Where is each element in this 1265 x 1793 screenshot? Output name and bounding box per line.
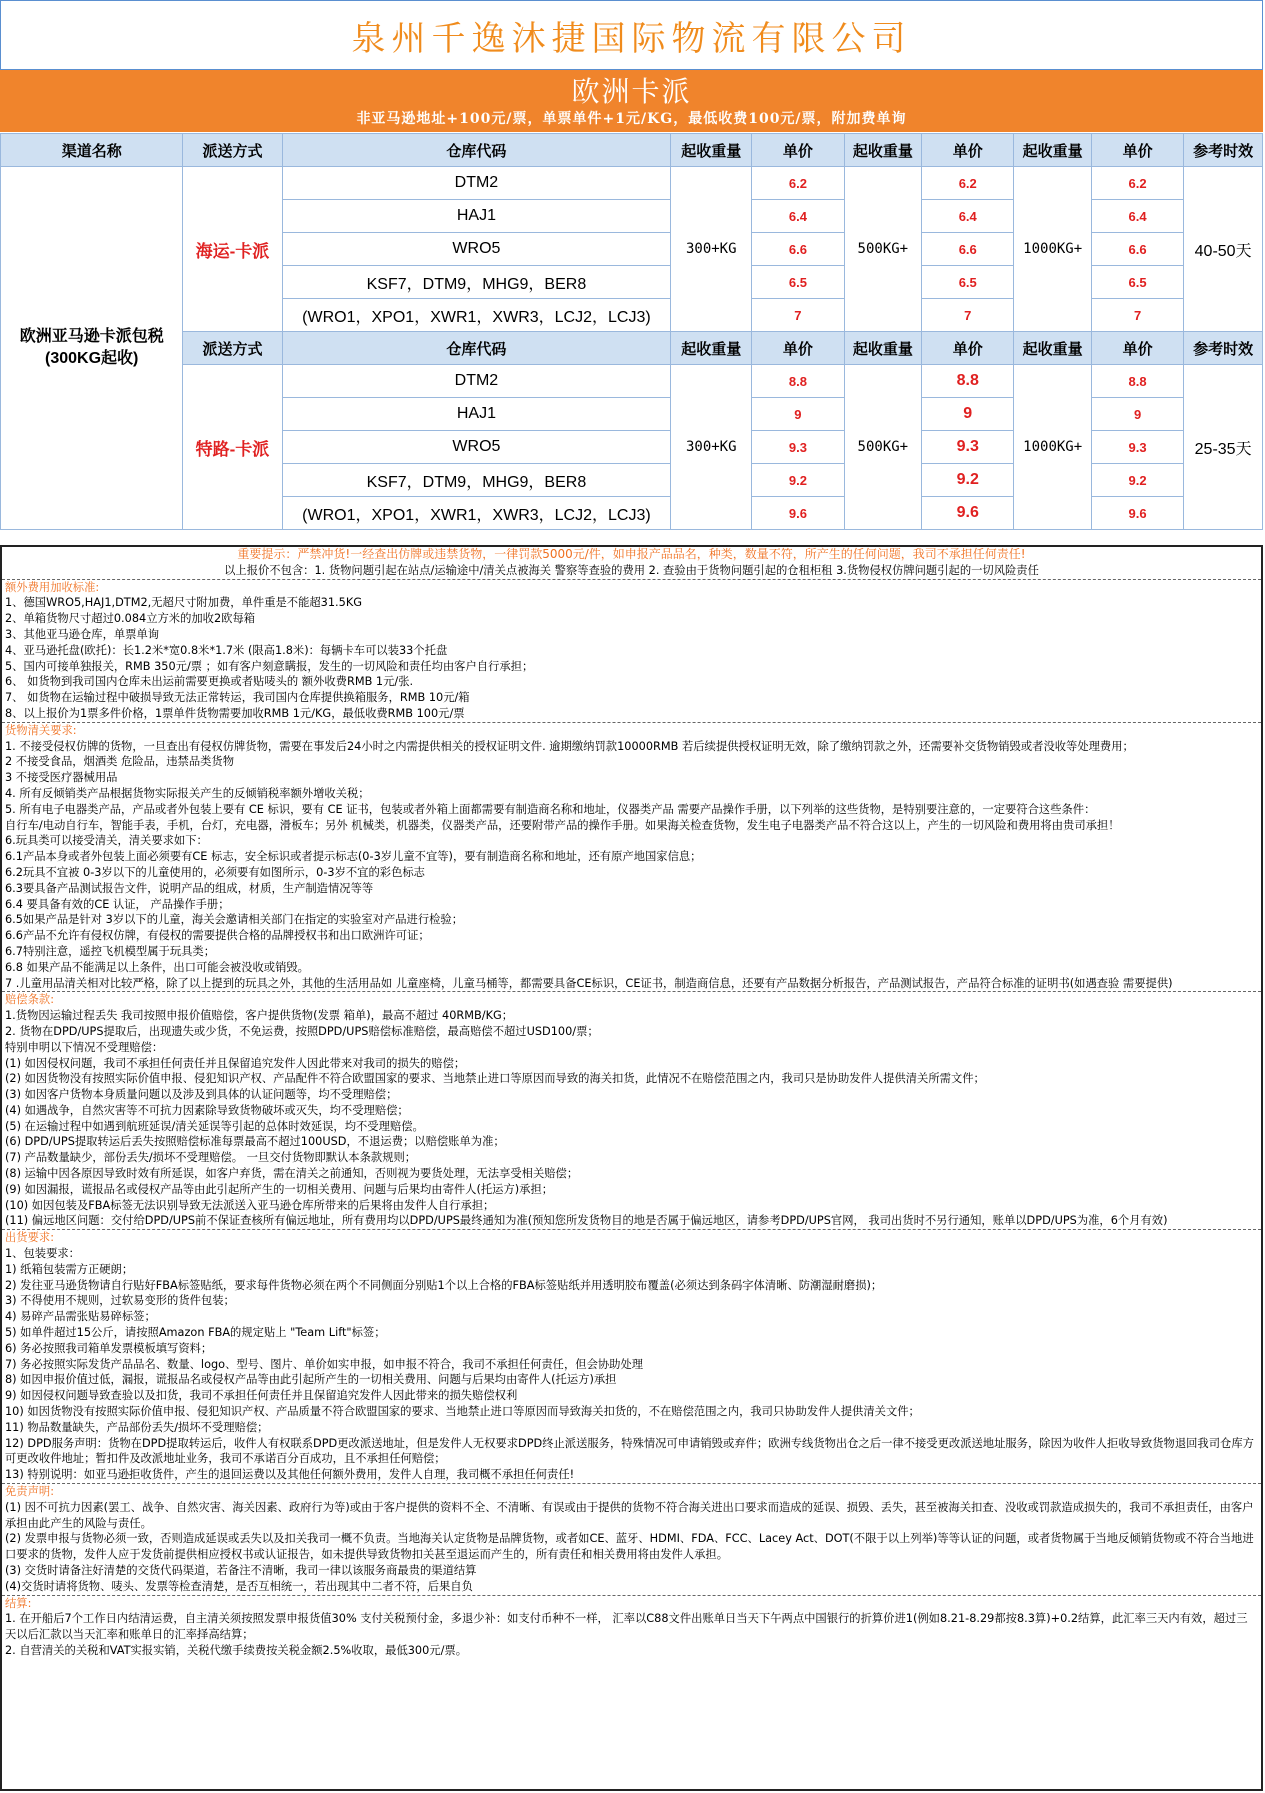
section-title: 货物清关要求: — [5, 723, 77, 737]
header-cell: 渠道名称 — [1, 134, 183, 167]
warehouse-code: (WRO1，XPO1，XWR1，XWR3，LCJ2，LCJ3) — [282, 497, 671, 530]
price-cell: 6.2 — [752, 167, 844, 200]
note-line: (1) 因不可抗力因素(罢工、战争、自然灾害、海关因素、政府行为等)或由于客户提供的资料不全、不清晰、有误或由于提供的货物不符合海关进出口要求而造成的延误、损毁、丢失，甚至被海关扣查、没收或罚款造成损失的，我司不承担责任，由客户承担由此产生的风险与责任。 — [5, 1500, 1254, 1530]
min-weight-3: 1000KG+ — [1014, 167, 1092, 332]
transit-time: 25-35天 — [1184, 365, 1263, 530]
price-cell: 6.2 — [1091, 167, 1183, 200]
note-line: 13) 特别说明：如亚马逊拒收货件，产生的退回运费以及其他任何额外费用，发件人自理，我司概不承担任何责任! — [5, 1468, 575, 1482]
method-sea: 海运-卡派 — [183, 167, 282, 332]
note-line: 3) 不得使用不规则，过软易变形的货件包装； — [5, 1294, 235, 1308]
header-cell: 单价 — [752, 332, 844, 365]
min-weight-2: 500KG+ — [844, 167, 922, 332]
note-line: 特别申明以下情况不受理赔偿： — [5, 1040, 164, 1054]
price-cell: 9.2 — [1091, 464, 1183, 497]
price-table — [0, 133, 1263, 530]
note-line: 6.玩具类可以接受清关，清关要求如下： — [5, 834, 208, 848]
price-cell: 6.6 — [922, 233, 1014, 266]
note-line: (7) 产品数量缺少，部份丢失/损坏不受理赔偿。 一旦交付货物即默认本条款规则； — [5, 1151, 417, 1165]
price-cell: 8.8 — [752, 365, 844, 398]
header-cell: 仓库代码 — [282, 332, 671, 365]
note-line: (2) 发票申报与货物必须一致，否则造成延误或丢失以及扣关我司一概不负责。当地海关认定货物是品牌货物，或者如CE、蓝牙、HDMI、FDA、FCC、Lacey Act、DOT(不限于以上列举)等等认证的问题，或者货物属于当地反倾销货物或不符合当地进口要求的货物，发件人应于发货前提供相应授权书或认证报告，如未提供导致货物扣关甚至退运而产生的，所有责任和相关费用将由发件人承担。 — [5, 1532, 1254, 1562]
note-line: 5. 所有电子电器类产品，产品或者外包装上要有 CE 标识，要有 CE 证书，包装或者外箱上面都需要有制造商名称和地址，仪器类产品 需要产品操作手册，以下列举的这些货物，是特别要注意的，一定要符合这些条件： — [5, 802, 1096, 816]
price-cell: 6.2 — [922, 167, 1014, 200]
company-title: 泉州千逸沐捷国际物流有限公司 — [0, 0, 1263, 70]
table-header-row — [1, 134, 1263, 167]
line-list — [5, 595, 1258, 721]
warehouse-code: DTM2 — [282, 365, 671, 398]
price-cell: 6.5 — [1091, 266, 1183, 299]
header-cell: 单价 — [1091, 134, 1183, 167]
price-cell: 9.2 — [922, 464, 1014, 497]
note-line: 6) 务必按照我司箱单发票模板填写资料； — [5, 1341, 213, 1355]
settlement-section — [2, 1595, 1261, 1659]
note-line: (8) 运输中因各原因导致时效有所延误，如客户弃货，需在清关之前通知，否则视为要货处理，无法享受相关赔偿； — [5, 1167, 579, 1181]
price-cell: 7 — [922, 299, 1014, 332]
line-list — [5, 1008, 1258, 1229]
price-cell: 9.6 — [1091, 497, 1183, 530]
header-cell: 派送方式 — [183, 332, 282, 365]
note-line: 5、国内可接单独报关，RMB 350元/票 ；如有客户刻意瞒报，发生的一切风险和责任均由客户自行承担； — [5, 659, 534, 673]
section-title: 结算: — [5, 1596, 32, 1610]
min-weight-2: 500KG+ — [844, 365, 922, 530]
warning-text: 重要提示：严禁冲货!一经查出仿牌或违禁货物，一律罚款5000元/件，如申报产品品名，种类，数量不符，所产生的任何问题，我司不承担任何责任! — [237, 547, 1026, 561]
header-cell: 起收重量 — [844, 332, 922, 365]
min-weight-1: 300+KG — [671, 365, 752, 530]
section-title: 出货要求: — [5, 1231, 54, 1245]
min-weight-3: 1000KG+ — [1014, 365, 1092, 530]
price-cell: 9 — [1091, 398, 1183, 431]
terms-notes — [0, 545, 1263, 1791]
note-line: (2) 如因货物没有按照实际价值申报、侵犯知识产权、产品配件不符合欧盟国家的要求、当地禁止进口等原因而导致的海关扣货，此情况不在赔偿范围之内，我司只是协助发件人提供清关所需文件； — [5, 1072, 985, 1086]
table-row — [1, 365, 1263, 398]
note-line: 1) 纸箱包装需方正硬朗； — [5, 1262, 134, 1276]
note-line: 6.6产品不允许有侵权仿牌，有侵权的需要提供合格的品牌授权书和出口欧洲许可证； — [5, 929, 430, 943]
note-line: (4)交货时请将货物、唛头、发票等检查清楚，是否互相统一，若出现其中二者不符，后果自负 — [5, 1579, 473, 1593]
price-cell: 7 — [752, 299, 844, 332]
section-title: 额外费用加收标准: — [5, 580, 100, 594]
header-cell: 派送方式 — [183, 134, 282, 167]
note-line: 12) DPD服务声明：货物在DPD提取转运后，收件人有权联系DPD更改派送地址，但是发件人无权要求DPD终止派送服务，特殊情况可申请销毁或弃件；欧洲专线货物出仓之后一律不接受更改派送地址服务，除因为收件人拒收导致货物退回我司仓库方可更改收件地址；暂扣件及改派地址业务，我司不承诺百分百成功，且不承担任何赔偿； — [5, 1436, 1254, 1466]
price-cell: 7 — [1091, 299, 1183, 332]
header-cell: 起收重量 — [671, 332, 752, 365]
price-cell: 6.6 — [752, 233, 844, 266]
price-cell: 8.8 — [1091, 365, 1183, 398]
note-line: (3) 交货时请备注好清楚的交货代码渠道，若备注不清晰，我司一律以该服务商最贵的渠道结算 — [5, 1564, 477, 1577]
note-line: 2、单箱货物尺寸超过0.084立方米的加收2欧每箱 — [5, 612, 256, 626]
warehouse-code: WRO5 — [282, 233, 671, 266]
header-cell: 起收重量 — [671, 134, 752, 167]
table-subheader-row — [1, 332, 1263, 365]
price-cell: 6.6 — [1091, 233, 1183, 266]
note-line: 6、 如货物到我司国内仓库未出运前需要更换或者贴唛头的 额外收费RMB 1元/张. — [5, 675, 414, 689]
note-line: 2 不接受食品，烟酒类 危险品，违禁品类货物 — [5, 755, 235, 769]
channel-name-cell — [1, 167, 183, 530]
note-line: (5) 在运输过程中如遇到航班延误/清关延误等引起的总体时效延误，均不受理赔偿。 — [5, 1119, 424, 1133]
note-line: (10) 如因包装及FBA标签无法识别导致无法派送入亚马逊仓库所带来的后果将由发件人自行承担； — [5, 1198, 495, 1212]
note-line: 8) 如因申报价值过低，漏报，谎报品名或侵权产品等由此引起所产生的一切相关费用、问题与后果均由寄件人(托运方)承担 — [5, 1373, 617, 1387]
header-cell: 仓库代码 — [282, 134, 671, 167]
customs-section — [2, 722, 1261, 992]
min-weight-1: 300+KG — [671, 167, 752, 332]
compensation-section — [2, 991, 1261, 1229]
channel-name: 欧洲亚马逊卡派包税 — [19, 328, 164, 345]
line-list — [5, 1246, 1258, 1483]
price-cell: 6.4 — [752, 200, 844, 233]
notes-header — [2, 547, 1261, 579]
note-line: 2. 货物在DPD/UPS提取后，出现遗失或少货，不免运费，按照DPD/UPS赔偿标准赔偿，最高赔偿不超过USD100/票； — [5, 1024, 599, 1038]
header-cell: 单价 — [1091, 332, 1183, 365]
note-line: 6.1产品本身或者外包装上面必须要有CE 标志，安全标识或者提示标志(0-3岁儿童不宜等)，要有制造商名称和地址，还有原产地国家信息； — [5, 850, 702, 864]
note-line: 1、包装要求： — [5, 1247, 80, 1261]
note-line: 6.5如果产品是针对 3岁以下的儿童，海关会邀请相关部门在指定的实验室对产品进行检验； — [5, 913, 464, 927]
line-list — [5, 1611, 1258, 1658]
header-cell: 起收重量 — [1014, 134, 1092, 167]
price-cell: 9.6 — [752, 497, 844, 530]
method-rail: 特路-卡派 — [183, 365, 282, 530]
extra-fee-section — [2, 579, 1261, 722]
channel-note: (300KG起收) — [45, 350, 139, 367]
price-cell: 6.4 — [1091, 200, 1183, 233]
warehouse-code: HAJ1 — [282, 398, 671, 431]
note-line: 1. 不接受侵权仿牌的货物，一旦查出有侵权仿牌货物，需要在事发后24小时之内需提供相关的授权证明文件. 逾期缴纳罚款10000RMB 若后续提供授权证明无效，除了缴纳罚款之外，还需要补交货物销毁或者没收等处理费用； — [5, 739, 1134, 753]
line-list — [5, 739, 1258, 992]
warehouse-code: DTM2 — [282, 167, 671, 200]
price-cell: 9.2 — [752, 464, 844, 497]
warehouse-code: KSF7，DTM9，MHG9，BER8 — [282, 266, 671, 299]
service-banner — [0, 70, 1263, 132]
warehouse-code: (WRO1，XPO1，XWR1，XWR3，LCJ2，LCJ3) — [282, 299, 671, 332]
note-line: (11) 偏远地区问题：交付给DPD/UPS前不保证查核所有偏远地址，所有费用均以DPD/UPS最终通知为准(预知您所发货物目的地是否属于偏远地区，请参考DPD/UPS官网， 我司出货时不另行通知，账单以DPD/UPS为准，6个月有效) — [5, 1214, 1168, 1228]
note-line: 7) 务必按照实际发货产品品名、数量、logo、型号、图片、单价如实申报，如申报不符合，我司不承担任何责任，但会协助处理 — [5, 1357, 644, 1371]
note-line: 8、以上报价为1票多件价格，1票单件货物需要加收RMB 1元/KG，最低收费RMB 100元/票 — [5, 706, 465, 720]
price-cell: 8.8 — [922, 365, 1014, 398]
note-line: 11) 物品数量缺失，产品部份丢失/损坏不受理赔偿； — [5, 1420, 269, 1434]
price-cell: 6.5 — [752, 266, 844, 299]
note-line: 3 不接受医疗器械用品 — [5, 771, 118, 785]
table-row — [1, 167, 1263, 200]
note-line: 4、亚马逊托盘(欧托)：长1.2米*宽0.8米*1.7米 (限高1.8米)：每辆卡车可以装33个托盘 — [5, 643, 448, 657]
header-cell: 单价 — [922, 134, 1014, 167]
warehouse-code: KSF7，DTM9，MHG9，BER8 — [282, 464, 671, 497]
note-line: 1、德国WRO5,HAJ1,DTM2,无超尺寸附加费，单件重是不能超31.5KG — [5, 596, 362, 610]
note-line: 2) 发往亚马逊货物请自行贴好FBA标签贴纸，要求每件货物必须在两个不同侧面分别贴1个以上合格的FBA标签贴纸并用透明胶布覆盖(必须达到条码字体清晰、防潮湿耐磨损)； — [5, 1278, 883, 1292]
note-line: 6.3要具备产品测试报告文件，说明产品的组成，材质，生产制造情况等等 — [5, 881, 374, 895]
note-line: (6) DPD/UPS提取转运后丢失按照赔偿标准每票最高不超过100USD，不退运费；以赔偿账单为准； — [5, 1135, 505, 1149]
line-list — [5, 1500, 1258, 1595]
note-line: 6.4 要具备有效的CE 认证， 产品操作手册； — [5, 897, 230, 911]
price-cell: 9 — [752, 398, 844, 431]
service-subtitle: 非亚马逊地址+100元/票，单票单件+1元/KG，最低收费100元/票，附加费单询 — [356, 111, 907, 127]
note-line: (3) 如因客户货物本身质量问题以及涉及到具体的认证问题等，均不受理赔偿； — [5, 1088, 398, 1102]
header-cell: 单价 — [922, 332, 1014, 365]
price-cell: 9.3 — [1091, 431, 1183, 464]
service-title: 欧洲卡派 — [571, 75, 692, 108]
price-cell: 9.3 — [922, 431, 1014, 464]
shipping-section — [2, 1229, 1261, 1483]
note-line: 6.2玩具不宜被 0-3岁以下的儿童使用的，必须要有如图所示，0-3岁不宜的彩色标志 — [5, 865, 425, 879]
note-line: 1.货物因运输过程丢失 我司按照申报价值赔偿，客户提供货物(发票 箱单)，最高不超过 40RMB/KG； — [5, 1009, 514, 1023]
warehouse-code: HAJ1 — [282, 200, 671, 233]
transit-time: 40-50天 — [1184, 167, 1263, 332]
note-line: 自行车/电动自行车，智能手表，手机，台灯，充电器，滑板车；另外 机械类，机器类，仪器类产品，还要附带产品的操作手册。如果海关检查货物，发生电子电器类产品不符合这以上，产生的一切风险和费用将由贵司承担！ — [5, 818, 1120, 832]
note-line: (4) 如遇战争，自然灾害等不可抗力因素除导致货物破坏或灭失，均不受理赔偿； — [5, 1103, 409, 1117]
header-cell: 参考时效 — [1184, 332, 1263, 365]
note-line: 4. 所有反倾销类产品根据货物实际报关产生的反倾销税率额外增收关税； — [5, 786, 370, 800]
disclaimer-section — [2, 1483, 1261, 1595]
note-line: 5) 如单件超过15公斤，请按照Amazon FBA的规定贴上 "Team Lift"标签； — [5, 1326, 386, 1340]
price-cell: 6.5 — [922, 266, 1014, 299]
note-line: 7 .儿童用品清关相对比较严格，除了以上提到的玩具之外，其他的生活用品如 儿童座椅，儿童马桶等，都需要具备CE标识，CE证书，制造商信息，还要有产品数据分析报告，产品测试报告，产品符合标准的证明书(如遇查验 需要提供) — [5, 976, 1173, 990]
section-title: 赔偿条款: — [5, 993, 54, 1007]
note-line: 4) 易碎产品需张贴易碎标签； — [5, 1310, 156, 1324]
note-line: 6.8 如果产品不能满足以上条件，出口可能会被没收或销毁。 — [5, 960, 309, 974]
price-cell: 9.3 — [752, 431, 844, 464]
note-line: 1. 在开船后7个工作日内结清运费，自主清关须按照发票申报货值30% 支付关税预付金，多退少补：如支付币种不一样， 汇率以C88文件出账单日当天下午两点中国银行的折算价进1(例如8.21-8.29都按8.3算)+0.2结算，此汇率三天内有效，超过三天以后汇款以当天汇率和账单日的汇率择高结算； — [5, 1612, 1248, 1642]
warehouse-code: WRO5 — [282, 431, 671, 464]
note-line: 2. 自营清关的关税和VAT实报实销，关税代缴手续费按关税金额2.5%收取，最低300元/票。 — [5, 1643, 467, 1657]
section-title: 免责声明: — [5, 1485, 54, 1499]
header-cell: 单价 — [752, 134, 844, 167]
note-line: 6.7特别注意，遥控飞机模型属于玩具类； — [5, 944, 216, 958]
price-cell: 6.4 — [922, 200, 1014, 233]
header-cell: 起收重量 — [844, 134, 922, 167]
note-line: (1) 如因侵权问题，我司不承担任何责任并且保留追究发件人因此带来对我司的损失的赔偿； — [5, 1056, 466, 1070]
price-cell: 9.6 — [922, 497, 1014, 530]
note-line: 9) 如因侵权问题导致查验以及扣货，我司不承担任何责任并且保留追究发件人因此带来的损失赔偿权利 — [5, 1389, 518, 1403]
price-cell: 9 — [922, 398, 1014, 431]
exclude-text: 以上报价不包含：1. 货物问题引起在站点/运输途中/清关点被海关 警察等查验的费用 2. 查验由于货物问题引起的仓租柜租 3.货物侵权仿牌问题引起的一切风险责任 — [224, 563, 1039, 577]
note-line: 3、其他亚马逊仓库，单票单询 — [5, 627, 160, 641]
header-cell: 起收重量 — [1014, 332, 1092, 365]
note-line: 10) 如因货物没有按照实际价值申报、侵犯知识产权、产品质量不符合欧盟国家的要求、当地禁止进口等原因而导致海关扣货的，不在赔偿范围之内，我司只协助发件人提供清关文件； — [5, 1405, 920, 1419]
note-line: 7、 如货物在运输过程中破损导致无法正常转运，我司国内仓库提供换箱服务，RMB 10元/箱 — [5, 691, 470, 705]
note-line: (9) 如因漏报，谎报品名或侵权产品等由此引起所产生的一切相关费用、问题与后果均由寄件人(托运方)承担； — [5, 1182, 554, 1196]
header-cell: 参考时效 — [1184, 134, 1263, 167]
